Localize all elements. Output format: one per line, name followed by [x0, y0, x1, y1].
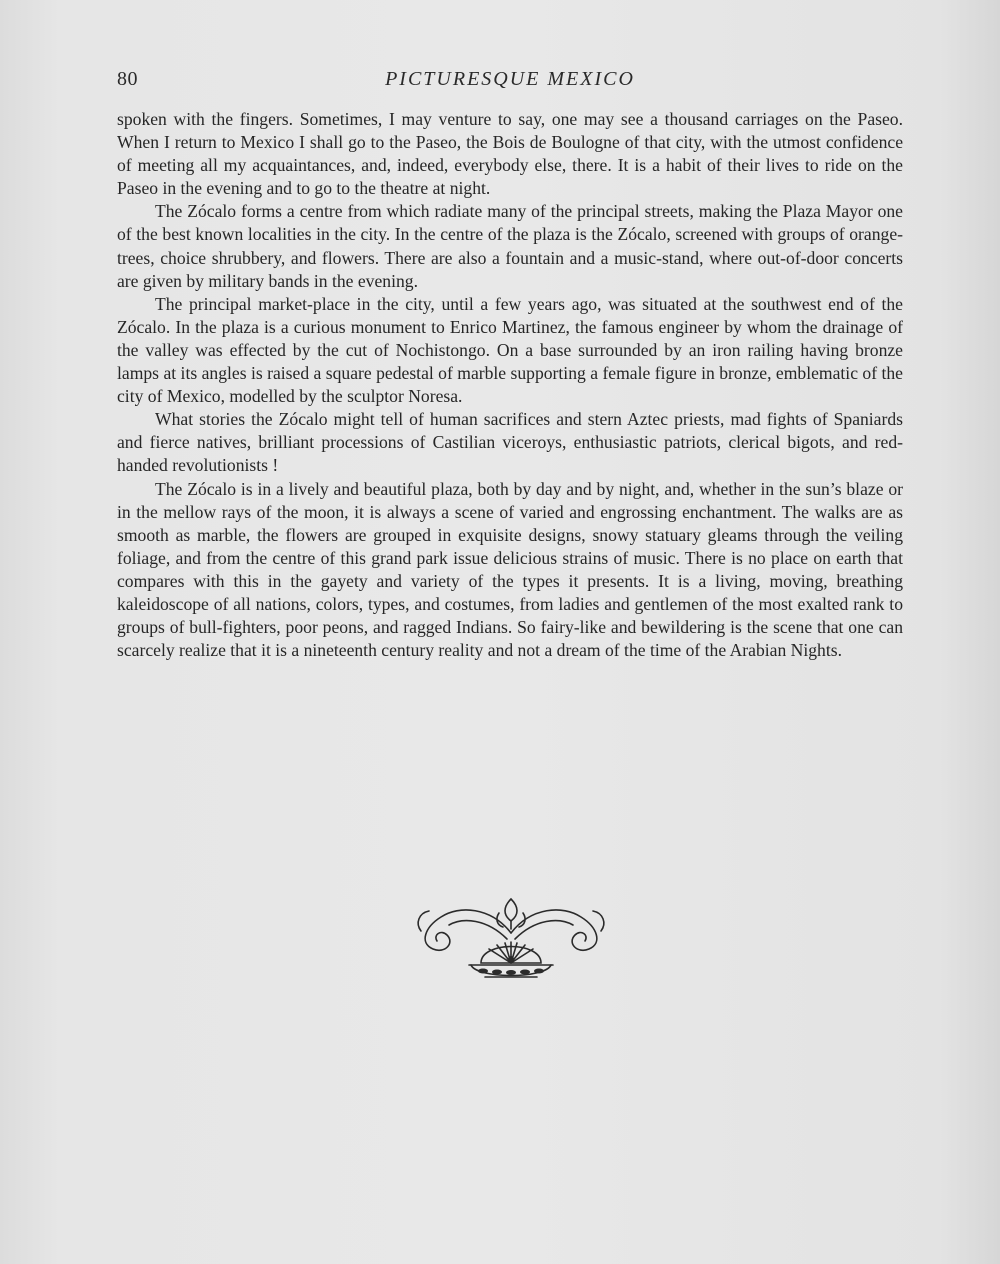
page-header — [117, 68, 903, 96]
page-number: 80 — [117, 68, 138, 90]
paragraph-5: The Zócalo is in a lively and beautiful plaza, both by day and by night, and, whether in the sun’s blaze or in the mellow rays of the moon, it is always a scene of varied and engrossing enchantment. The walks are as smooth as marble, the flowers are grouped in exquisite designs, snowy statuary gleams through the veiling foliage, and from the centre of this grand park issue delicious strains of music. There is no place on earth that compares with this in the gayety and variety of the types it presents. It is a living, moving, breathing kaleidoscope of all nations, colors, types, and costumes, from ladies and gentlemen of the most exalted rank to groups of bull-fighters, poor peons, and ragged Indians. So fairy-like and bewildering is the scene that one can scarcely realize that it is a nineteenth century reality and not a dream of the time of the Arabian Nights. — [117, 478, 903, 661]
paragraph-2: The Zócalo forms a centre from which radiate many of the principal streets, making the Plaza Mayor one of the best known localities in the city. In the centre of the plaza is the Zócalo, screened with groups of orange-trees, choice shrubbery, and flowers. There are also a fountain and a music-stand, where out-of-door concerts are given by military bands in the evening. — [117, 201, 903, 291]
shell-scroll-ornament-icon — [411, 893, 611, 987]
paragraph-1: spoken with the fingers. Sometimes, I may venture to say, one may see a thousand carriages on the Paseo. When I return to Mexico I shall go to the Paseo, the Bois de Boulogne of that city, with the utmost confidence of meeting all my acquaintances, and, indeed, everybody else, there. It is a habit of their lives to ride on the Paseo in the evening and to go to the theatre at night. — [117, 109, 903, 199]
paragraph-4: What stories the Zócalo might tell of human sacrifices and stern Aztec priests, mad fights of Spaniards and fierce natives, brilliant processions of Castilian viceroys, enthusiastic patriots, clerical bigots, and red-handed revolutionists ! — [117, 409, 903, 476]
body-text — [117, 108, 903, 662]
running-title: PICTURESQUE MEXICO — [385, 68, 635, 90]
paragraph-3: The principal market-place in the city, until a few years ago, was situated at the southwest end of the Zócalo. In the plaza is a curious monument to Enrico Martinez, the famous engineer by whom the drainage of the valley was effected by the cut of Nochistongo. On a base surrounded by an iron railing having bronze lamps at its angles is raised a square pedestal of marble supporting a female figure in bronze, emblematic of the city of Mexico, modelled by the sculptor Noresa. — [117, 293, 903, 407]
